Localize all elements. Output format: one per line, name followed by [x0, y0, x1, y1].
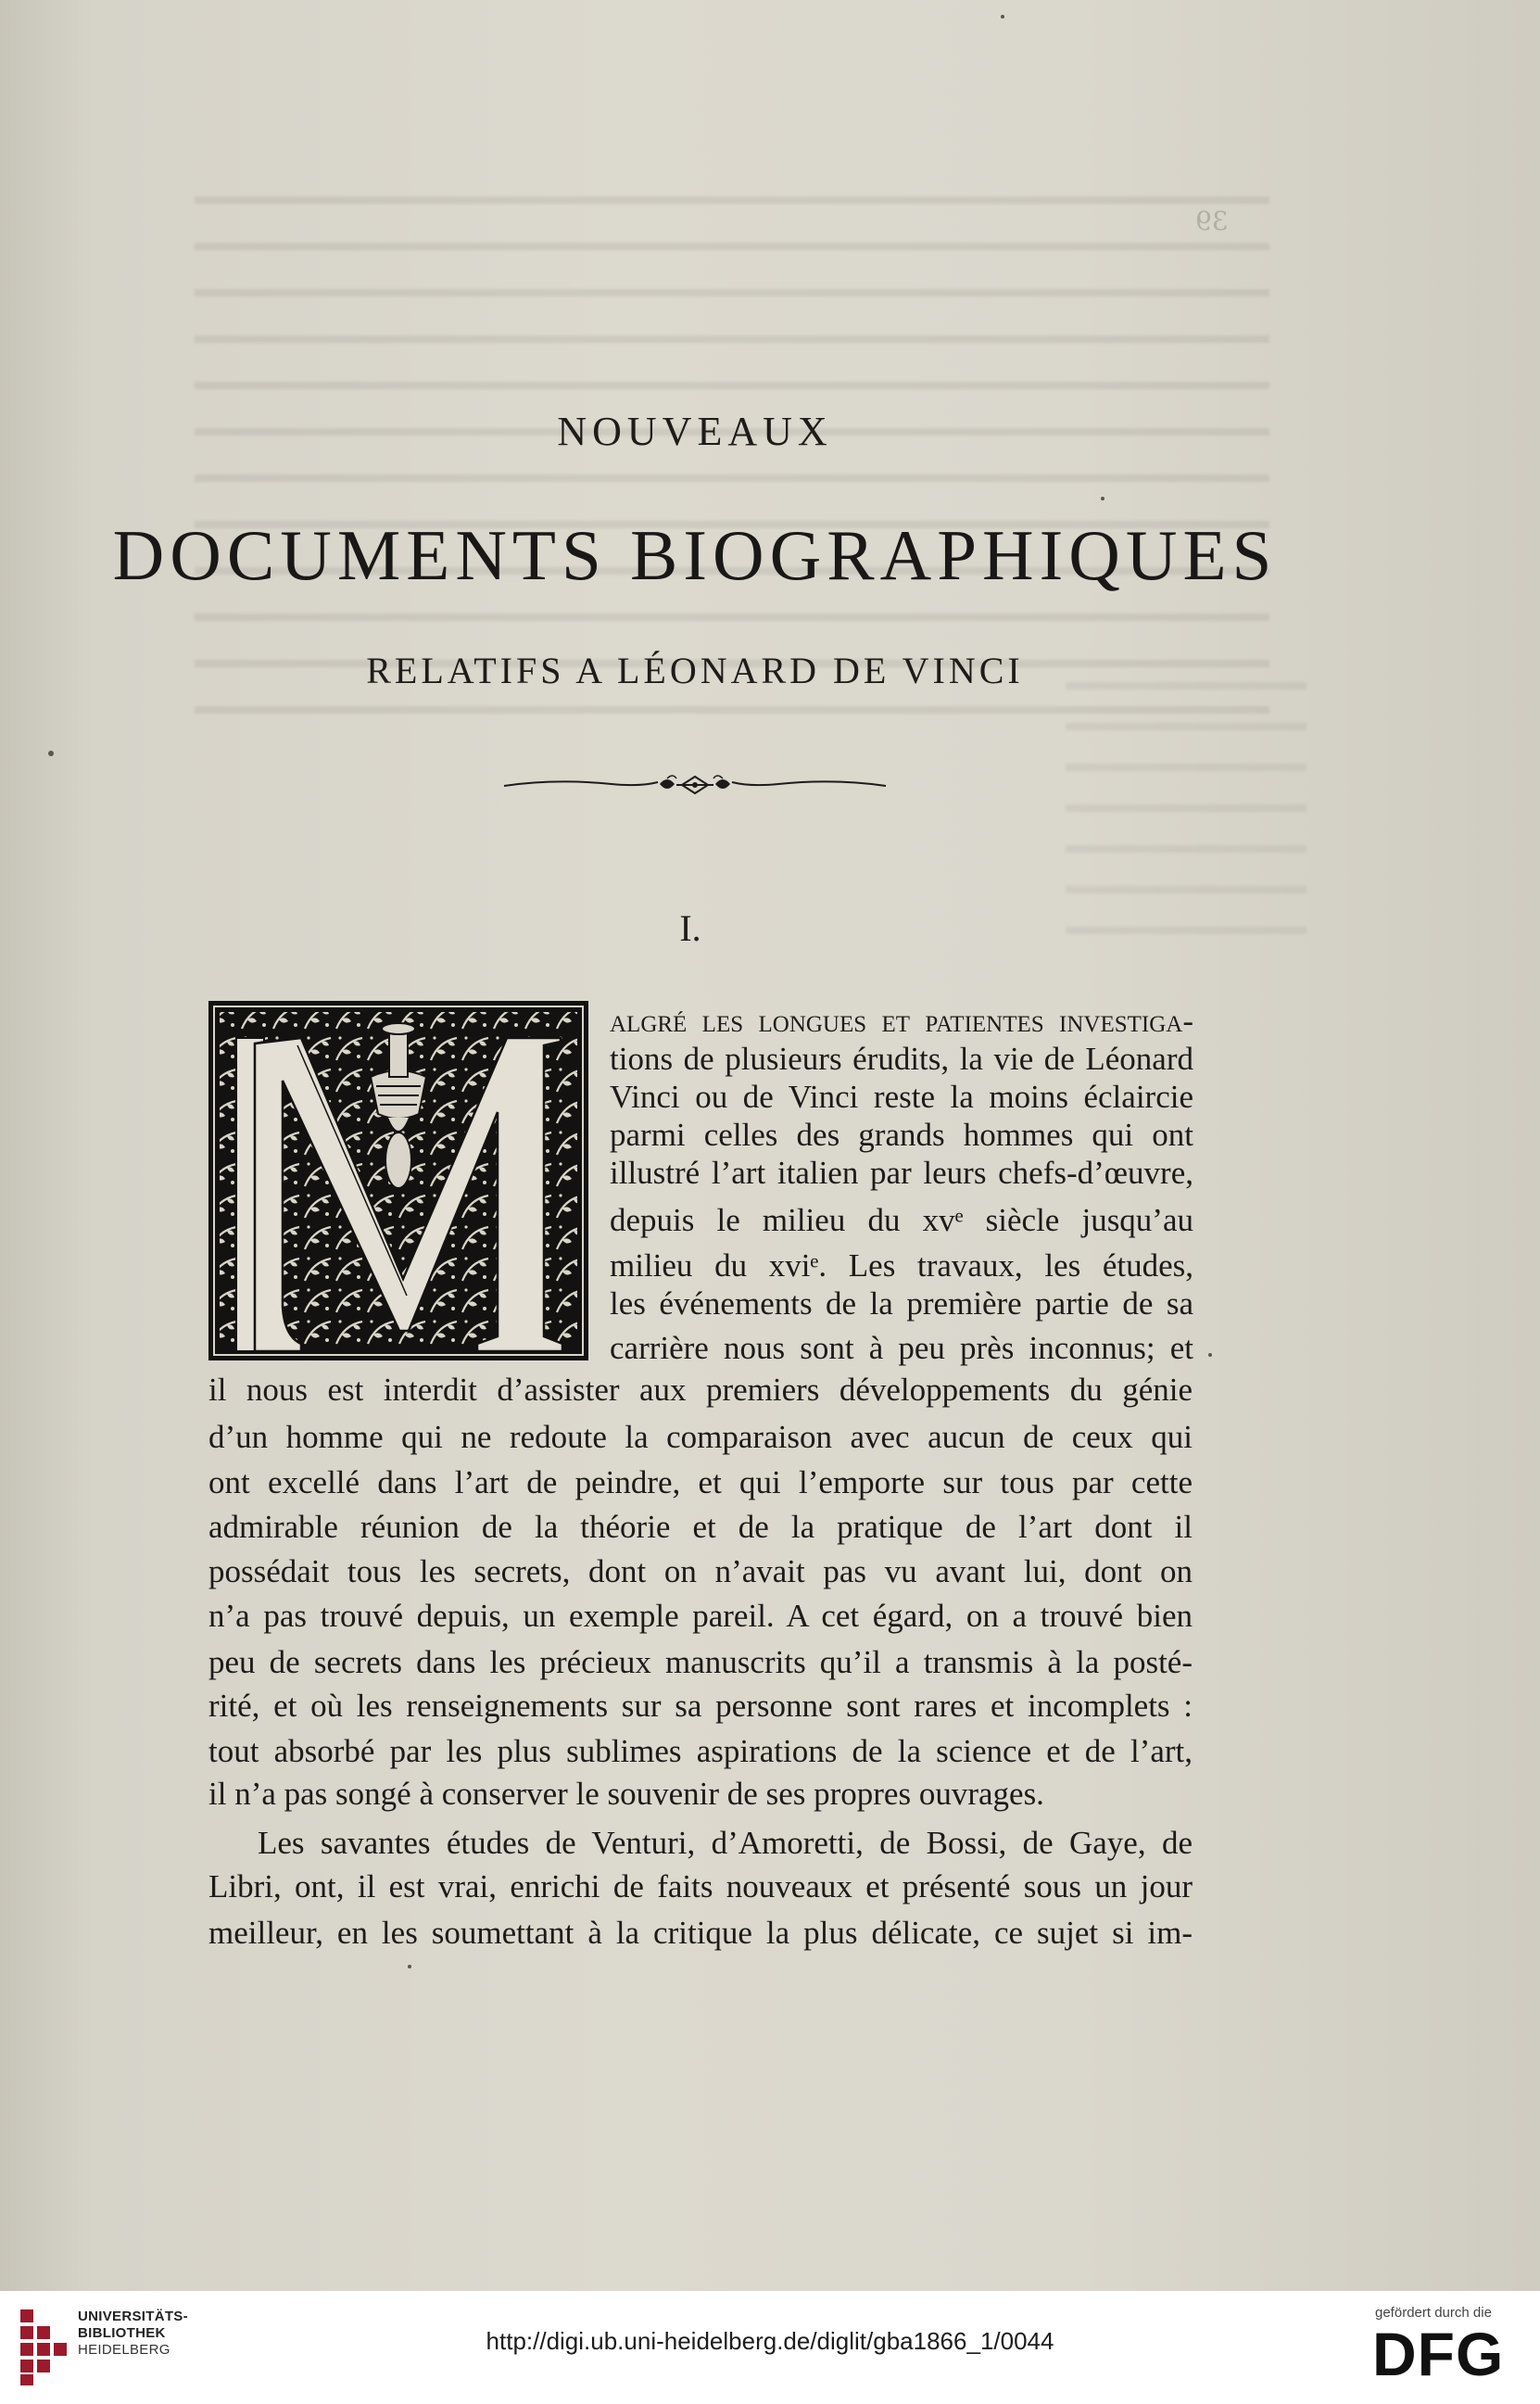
show-through-text	[1066, 649, 1306, 945]
body-line: tions de plusieurs érudits, la vie de Léonard	[610, 1041, 1193, 1077]
body-line: illustré l’art italien par leurs chefs-d’œuvre,	[610, 1155, 1193, 1191]
body-line: rité, et où les renseignements sur sa personne sont rares et incomplets :	[208, 1688, 1193, 1724]
body-line: possédait tous les secrets, dont on n’avait pas vu avant lui, dont on	[208, 1553, 1193, 1589]
dfg-logo: DFG	[1372, 2320, 1505, 2388]
permalink-url[interactable]: http://digi.ub.uni-heidelberg.de/diglit/gba1866_1/0044	[486, 2327, 1054, 2355]
body-line: carrière nous sont à peu près inconnus; et	[610, 1330, 1193, 1366]
body-line: meilleur, en les soumettant à la critique la plus délicate, ce sujet si im-	[208, 1915, 1193, 1951]
body-line: d’un homme qui ne redoute la comparaison avec aucun de ceux qui	[208, 1419, 1193, 1455]
body-line: depuis le milieu du xvᵉ siècle jusqu’au	[610, 1202, 1193, 1238]
heading-subtitle: RELATIFS A LÉONARD DE VINCI	[366, 650, 1024, 691]
library-name-line: HEIDELBERG	[78, 2342, 170, 2358]
paper-speck	[48, 751, 54, 756]
body-line: Vinci ou de Vinci reste la moins éclaircie	[610, 1079, 1193, 1115]
library-name-line: BIBLIOTHEK	[78, 2325, 166, 2341]
paper-speck	[1001, 15, 1004, 19]
body-line: Les savantes études de Venturi, d’Amoretti, de Bossi, de Gaye, de	[258, 1825, 1193, 1861]
body-line: admirable réunion de la théorie et de la pratique de l’art dont il	[208, 1509, 1193, 1545]
body-line: Libri, ont, il est vrai, enrichi de faits nouveaux et présenté sous un jour	[208, 1868, 1193, 1904]
folio-show-through: 39	[1195, 206, 1229, 236]
body-line: milieu du xviᵉ. Les travaux, les études,	[610, 1247, 1193, 1284]
page-title: DOCUMENTS BIOGRAPHIQUES	[112, 515, 1278, 595]
library-name-line: UNIVERSITÄTS-	[78, 2309, 188, 2324]
body-line: n’a pas trouvé depuis, un exemple pareil. A cet égard, on a trouvé bien	[208, 1598, 1193, 1634]
small-caps-run: algré les longues et patientes investiga-	[610, 1003, 1193, 1039]
body-line: peu de secrets dans les précieux manuscrits qu’il a transmis à la posté-	[208, 1644, 1193, 1680]
body-line: il nous est interdit d’assister aux premiers développements du génie	[208, 1372, 1193, 1408]
body-line: il n’a pas songé à conserver le souvenir de ses propres ouvrages.	[208, 1776, 1044, 1812]
paper-speck	[1208, 1353, 1212, 1357]
paper-speck	[408, 1965, 411, 1968]
body-line	[610, 1005, 1193, 1037]
section-number: I.	[679, 907, 701, 949]
heading-small: NOUVEAUX	[557, 409, 833, 454]
body-line: ont excellé dans l’art de peindre, et qui l’emporte sur tous par cette	[208, 1464, 1193, 1500]
decorated-initial-letter	[208, 1001, 588, 1360]
ornament-divider-icon	[500, 771, 890, 803]
body-line: les événements de la première partie de sa	[610, 1285, 1193, 1322]
paper-speck	[1101, 497, 1105, 500]
funding-label: gefördert durch die	[1375, 2305, 1492, 2321]
body-line: tout absorbé par les plus sublimes aspirations de la science et de l’art,	[208, 1733, 1193, 1769]
body-line: parmi celles des grands hommes qui ont	[610, 1117, 1193, 1153]
